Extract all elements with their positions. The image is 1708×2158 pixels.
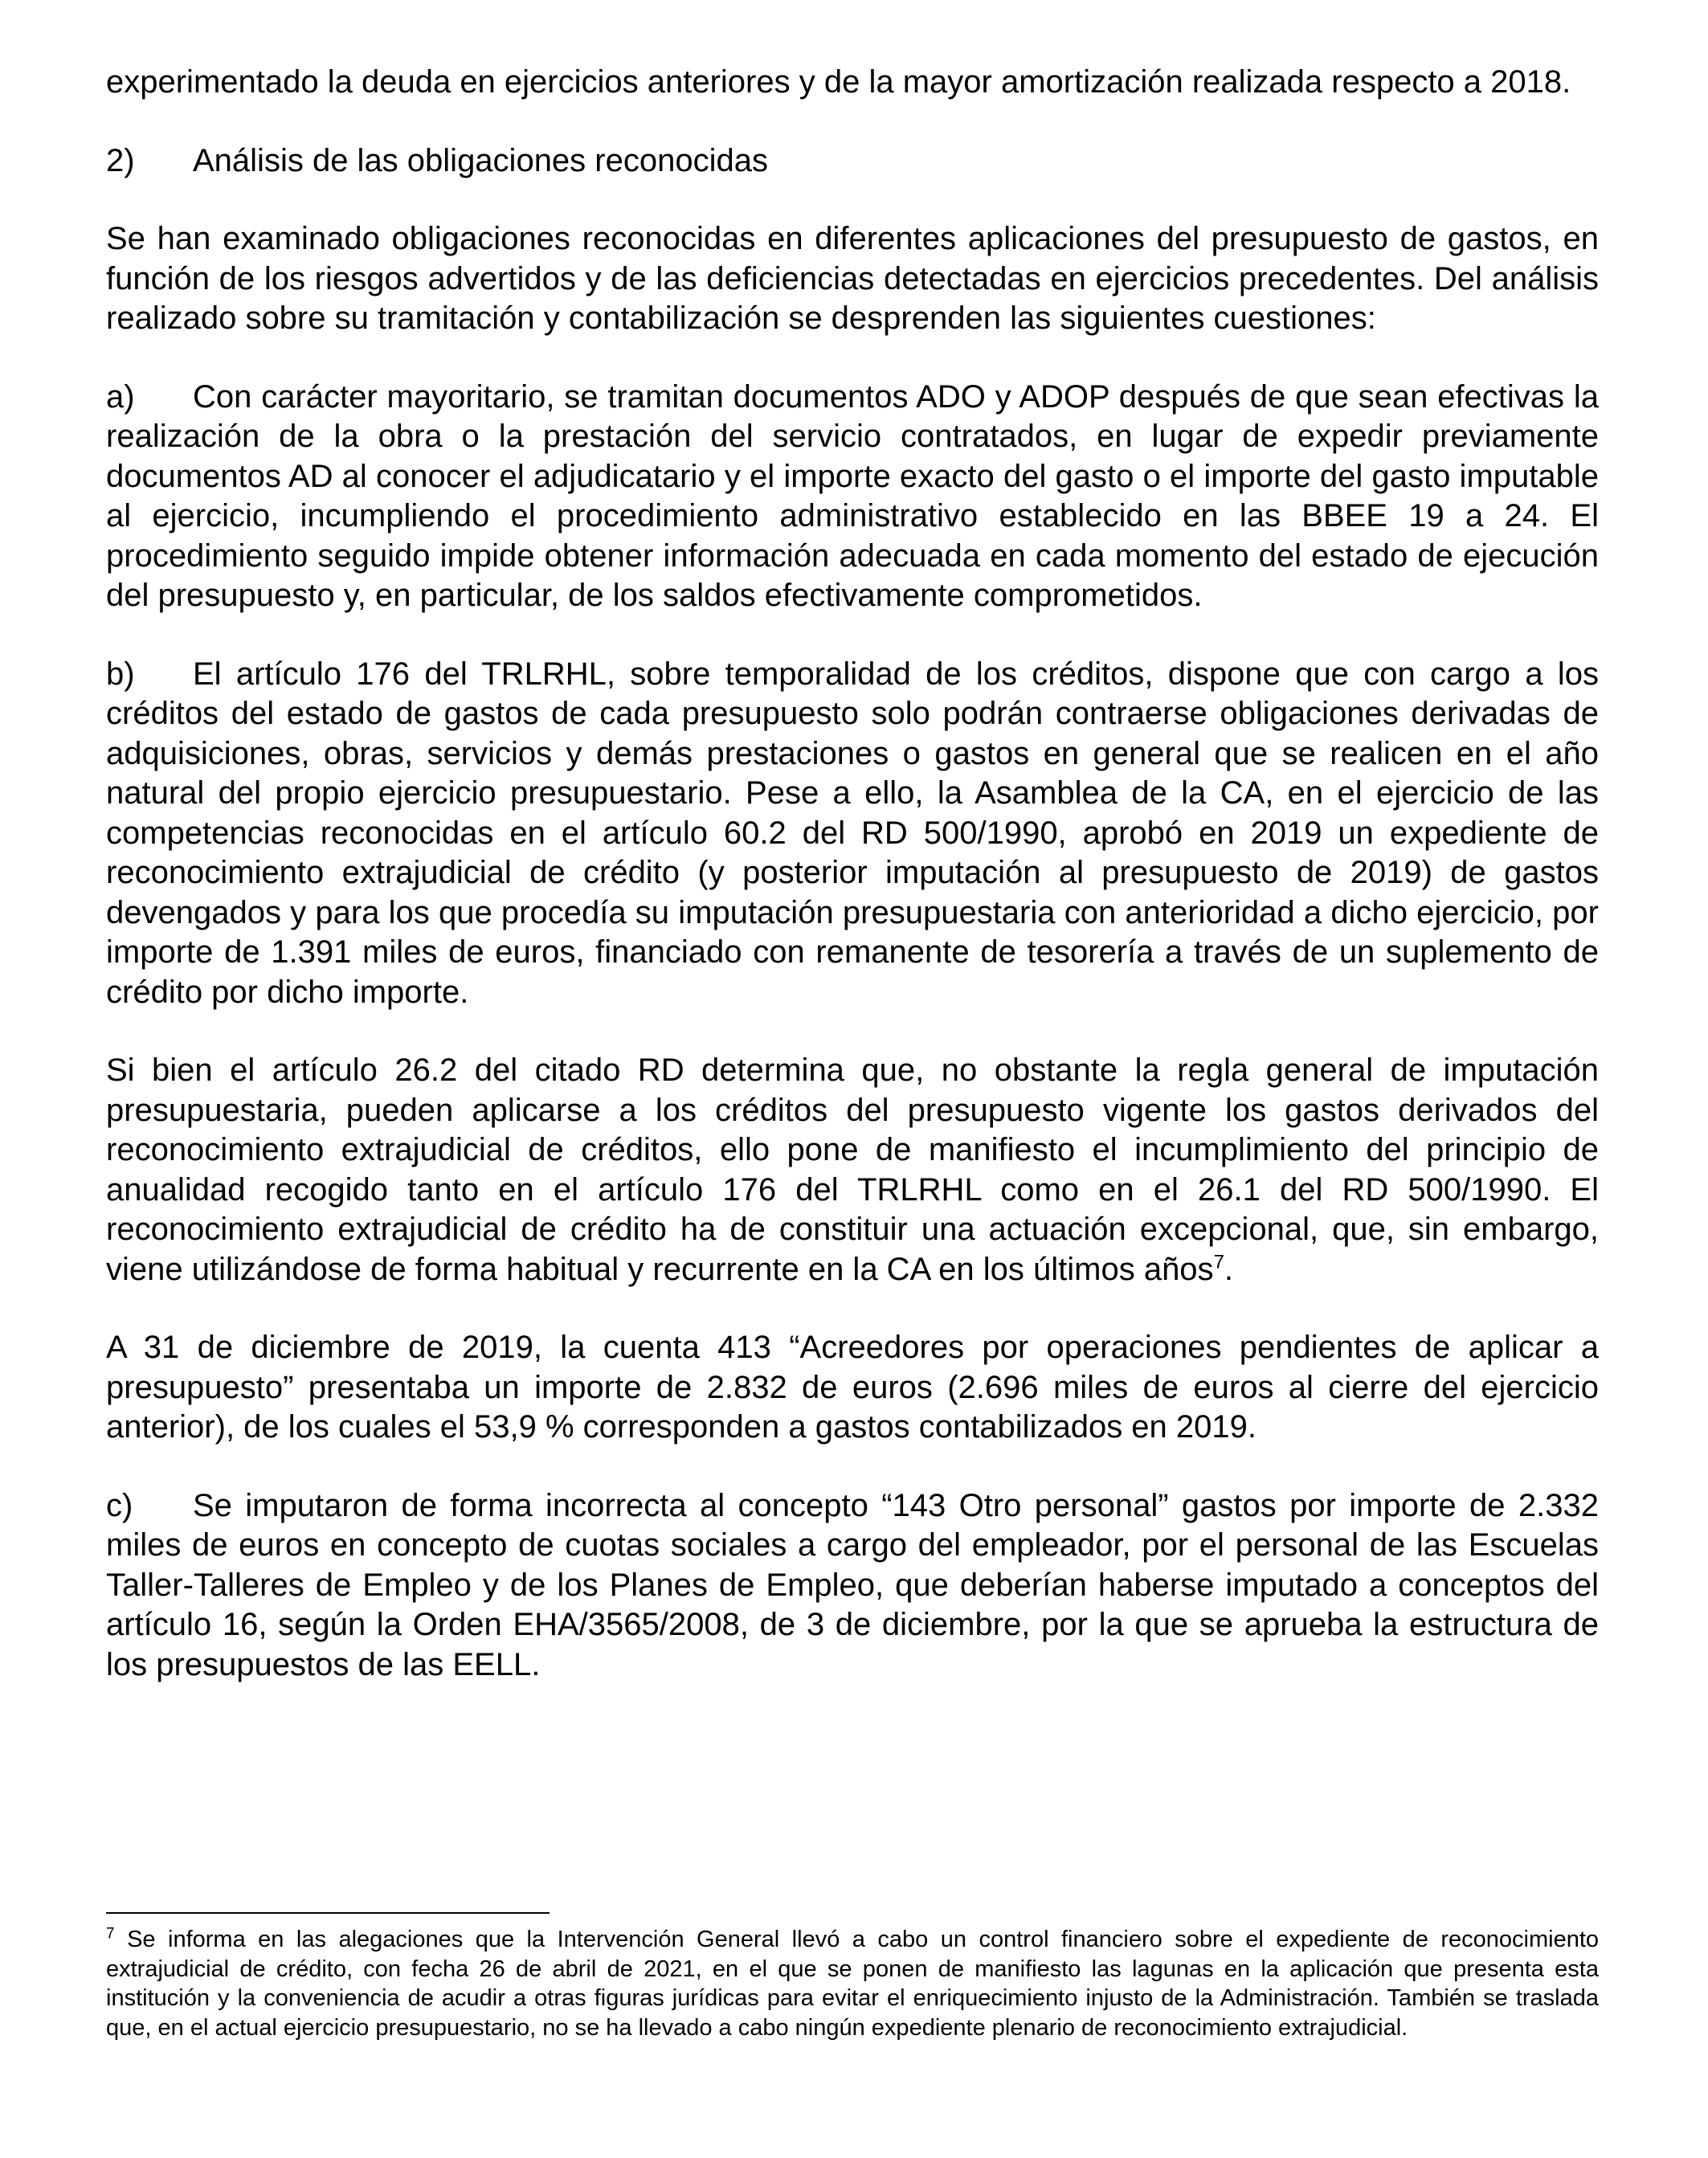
paragraph-cuenta-413: A 31 de diciembre de 2019, la cuenta 413 “Acreedores por operaciones pendientes de aplicar a presupuesto” presentaba un importe de 2.832 de euros (2.696 miles de euros al cierre del ejercicio anterior), de los cuales el 53,9 % corresponden a gastos contabilizados en 2019.: [106, 1330, 1599, 1445]
list-text-c: Se imputaron de forma incorrecta al concepto “143 Otro personal” gastos por importe de 2.332 miles de euros en concepto de cuotas sociales a cargo del empleador, por el personal de las Escuelas Taller-Talleres de Empleo y de los Planes de Empleo, que deberían haberse imputado a conceptos del artículo 16, según la Orden EHA/3565/2008, de 3 de diciembre, por la que se aprueba la estructura de los presupuestos de las EELL.: [106, 1487, 1599, 1682]
paragraph-anualidad-text: Si bien el artículo 26.2 del citado RD determina que, no obstante la regla general de imputación presupuestaria, pueden aplicarse a los créditos del presupuesto vigente los gastos derivados del reconocimiento extrajudicial de créditos, ello pone de manifiesto el incumplimiento del principio de anualidad recogido tanto en el artículo 176 del TRLRHL como en el 26.1 del RD 500/1990. El reconocimiento extrajudicial de crédito ha de constituir una actuación excepcional, que, sin embargo, viene utilizándose de forma habitual y recurrente en la CA en los últimos años: [106, 1052, 1599, 1287]
list-item-c: [106, 1486, 1599, 1686]
paragraph-continuation: experimentado la deuda en ejercicios anteriores y de la mayor amortización realizada respecto a 2018.: [106, 64, 1571, 100]
list-marker-a: a): [106, 378, 135, 415]
list-item-a: [106, 378, 1599, 616]
paragraph-anualidad-end: .: [1224, 1251, 1234, 1287]
list-text-b: El artículo 176 del TRLRHL, sobre temporalidad de los créditos, dispone que con cargo a los créditos del estado de gastos de cada presupuesto solo podrán contraerse obligaciones derivadas de adquisiciones, obras, servicios y demás prestaciones o gastos en general que se realicen en el año natural del propio ejercicio presupuestario. Pese a ello, la Asamblea de la CA, en el ejercicio de las competencias reconocidas en el artículo 60.2 del RD 500/1990, aprobó en 2019 un expediente de reconocimiento extrajudicial de crédito (y posterior imputación al presupuesto de 2019) de gastos devengados y para los que procedía su imputación presupuestaria con anterioridad a dicho ejercicio, por importe de 1.391 miles de euros, financiado con remanente de tesorería a través de un suplemento de crédito por dicho importe.: [106, 656, 1599, 1010]
footnote-separator: [106, 1912, 550, 1914]
document-body: [106, 63, 1599, 1723]
paragraph-anualidad: [106, 1051, 1599, 1289]
footnote-reference: 7: [1213, 1251, 1224, 1273]
list-marker-b: b): [106, 656, 135, 692]
footnote-number: 7: [106, 1925, 115, 1943]
section-number: 2): [106, 142, 135, 178]
footnote: [106, 1925, 1599, 2042]
list-item-b: [106, 655, 1599, 1013]
list-text-a: Con carácter mayoritario, se tramitan documentos ADO y ADOP después de que sean efectivas la realización de la obra o la prestación del servicio contratados, en lugar de expedir previamente documentos AD al conocer el adjudicatario y el importe exacto del gasto o el importe del gasto imputable al ejercicio, incumpliendo el procedimiento administrativo establecido en las BBEE 19 a 24. El procedimiento seguido impide obtener información adecuada en cada momento del estado de ejecución del presupuesto y, en particular, de los saldos efectivamente comprometidos.: [106, 378, 1599, 613]
list-marker-c: c): [106, 1487, 133, 1523]
footnote-text: Se informa en las alegaciones que la Intervención General llevó a cabo un control financiero sobre el expediente de reconocimiento extrajudicial de crédito, con fecha 26 de abril de 2021, en el que se ponen de manifiesto las lagunas en la aplicación que presenta esta institución y la conveniencia de acudir a otras figuras jurídicas para evitar el enriquecimiento injusto de la Administración. También se traslada que, en el actual ejercicio presupuestario, no se ha llevado a cabo ningún expediente plenario de reconocimiento extrajudicial.: [106, 1927, 1600, 2041]
section-heading: [106, 141, 1599, 182]
paragraph-intro: Se han examinado obligaciones reconocidas en diferentes aplicaciones del presupuesto de gastos, en función de los riesgos advertidos y de las deficiencias detectadas en ejercicios precedentes. Del análisis realizado sobre su tramitación y contabilización se desprenden las siguientes cuestiones:: [106, 221, 1599, 336]
section-title: Análisis de las obligaciones reconocidas: [193, 142, 768, 178]
